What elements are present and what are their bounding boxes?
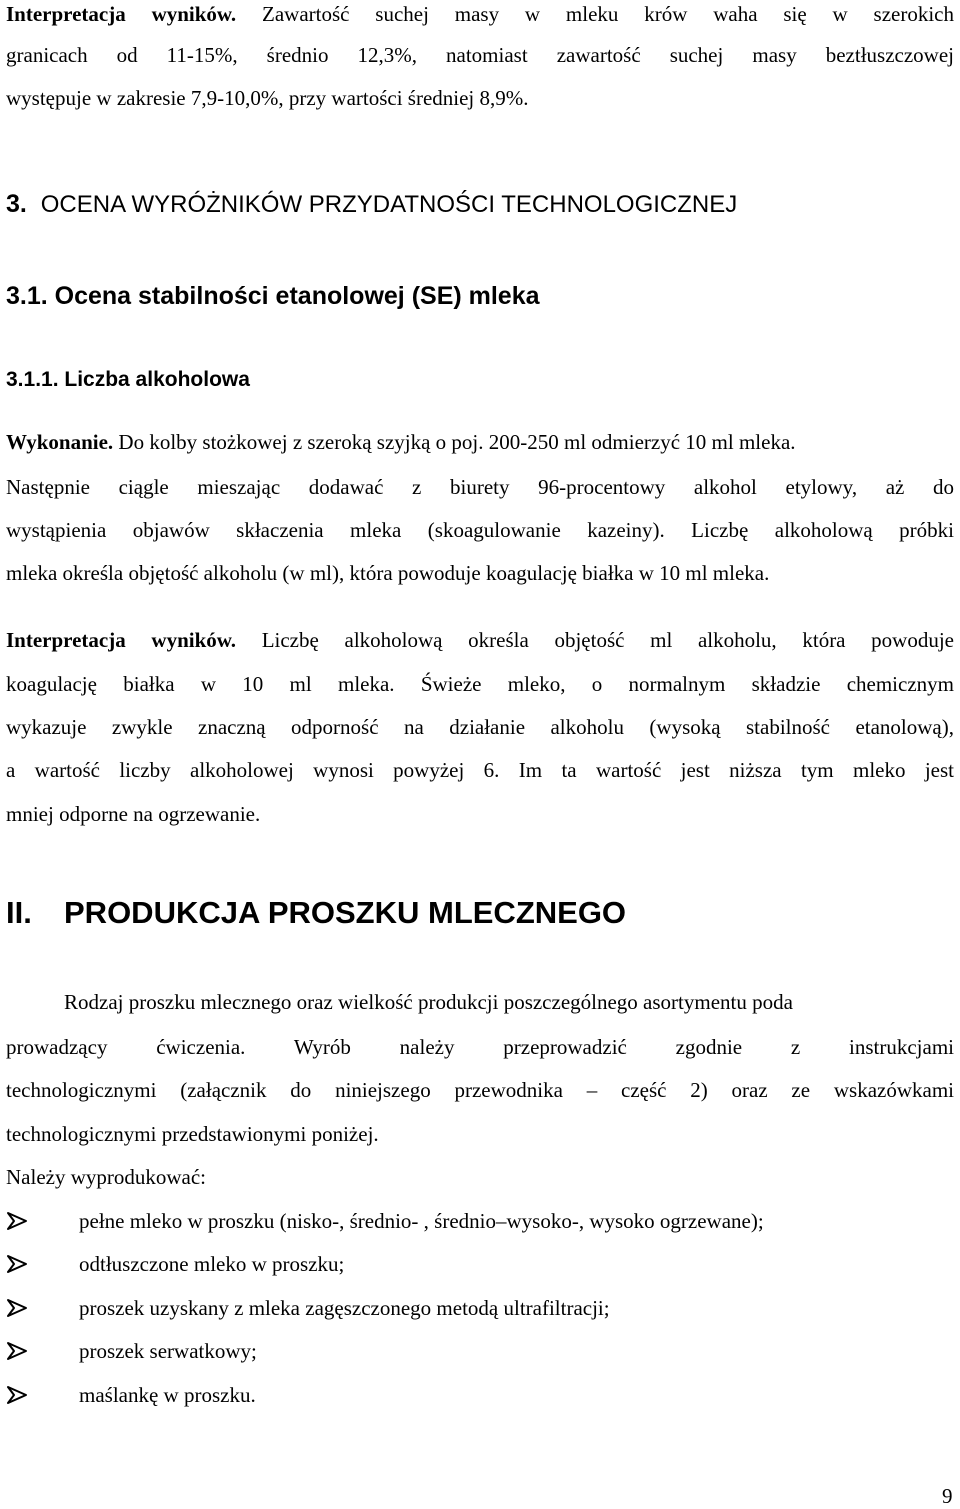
arrowhead-bullet-icon <box>6 1249 79 1279</box>
para4-line3: technologicznymi (załącznik do niniejszego przewodnika – część 2) oraz ze wskazówkami <box>6 1078 954 1102</box>
section311-heading: 3.1.1. Liczba alkoholowa <box>6 368 250 391</box>
arrowhead-bullet-icon <box>6 1336 79 1366</box>
list-item: proszek uzyskany z mleka zagęszczonego metodą ultrafiltracji; <box>6 1293 610 1323</box>
arrowhead-bullet-icon <box>6 1293 79 1323</box>
arrowhead-bullet-icon <box>6 1206 79 1236</box>
list-item: proszek serwatkowy; <box>6 1336 257 1366</box>
arrowhead-bullet-icon <box>6 1380 79 1410</box>
list-item: odtłuszczone mleko w proszku; <box>6 1249 344 1279</box>
para3-line5: mniej odporne na ogrzewanie. <box>6 802 261 826</box>
section31-heading: 3.1. Ocena stabilności etanolowej (SE) mleka <box>6 282 540 310</box>
section3-number: 3. <box>6 190 27 218</box>
para3-line1: Interpretacja wyników. Liczbę alkoholową określa objętość ml alkoholu, która powoduje <box>6 628 954 652</box>
para2-line2: Następnie ciągle mieszając dodawać z biurety 96-procentowy alkohol etylowy, aż do <box>6 475 954 499</box>
para1-line3: występuje w zakresie 7,9-10,0%, przy wartości średniej 8,9%. <box>6 86 529 110</box>
para2-line3: wystąpienia objawów skłaczenia mleka (skoagulowanie kazeiny). Liczbę alkoholową próbki <box>6 518 954 542</box>
page-number: 9 <box>942 1484 953 1508</box>
para4-line4: technologicznymi przedstawionymi poniżej. <box>6 1122 379 1146</box>
interpretation-label: Interpretacja wyników. <box>6 2 237 26</box>
chapter2-number: II. <box>6 895 32 930</box>
section3-heading <box>6 187 737 222</box>
procedure-label: Wykonanie. <box>6 430 114 454</box>
list-item: maślankę w proszku. <box>6 1380 256 1410</box>
chapter2-heading <box>6 893 626 933</box>
section3-title: OCENA WYRÓŻNIKÓW PRZYDATNOŚCI TECHNOLOGICZNEJ <box>40 191 738 218</box>
interpretation-label-2: Interpretacja wyników. <box>6 628 237 652</box>
para2-line1: Wykonanie. Do kolby stożkowej z szeroką szyjką o poj. 200-250 ml odmierzyć 10 ml mleka. <box>6 430 796 454</box>
para4-line5: Należy wyprodukować: <box>6 1165 207 1189</box>
list-item: pełne mleko w proszku (nisko-, średnio- , średnio–wysoko-, wysoko ogrzewane); <box>6 1206 764 1236</box>
para3-line3: wykazuje zwykle znaczną odporność na działanie alkoholu (wysoką stabilność etanolową), <box>6 715 954 739</box>
para4-line2: prowadzący ćwiczenia. Wyrób należy przeprowadzić zgodnie z instrukcjami <box>6 1035 954 1059</box>
para1-line1: Interpretacja wyników. Zawartość suchej masy w mleku krów waha się w szerokich <box>6 2 954 26</box>
para2-line4: mleka określa objętość alkoholu (w ml), która powoduje koagulację białka w 10 ml mleka. <box>6 561 770 585</box>
para3-line2: koagulację białka w 10 ml mleka. Świeże mleko, o normalnym składzie chemicznym <box>6 672 954 696</box>
para4-line1: Rodzaj proszku mlecznego oraz wielkość produkcji poszczególnego asortymentu poda <box>64 990 793 1014</box>
chapter2-title: PRODUKCJA PROSZKU MLECZNEGO <box>64 895 627 930</box>
para3-line4: a wartość liczby alkoholowej wynosi powyżej 6. Im ta wartość jest niższa tym mleko jest <box>6 758 954 782</box>
para1-line2: granicach od 11-15%, średnio 12,3%, natomiast zawartość suchej masy beztłuszczowej <box>6 43 954 67</box>
